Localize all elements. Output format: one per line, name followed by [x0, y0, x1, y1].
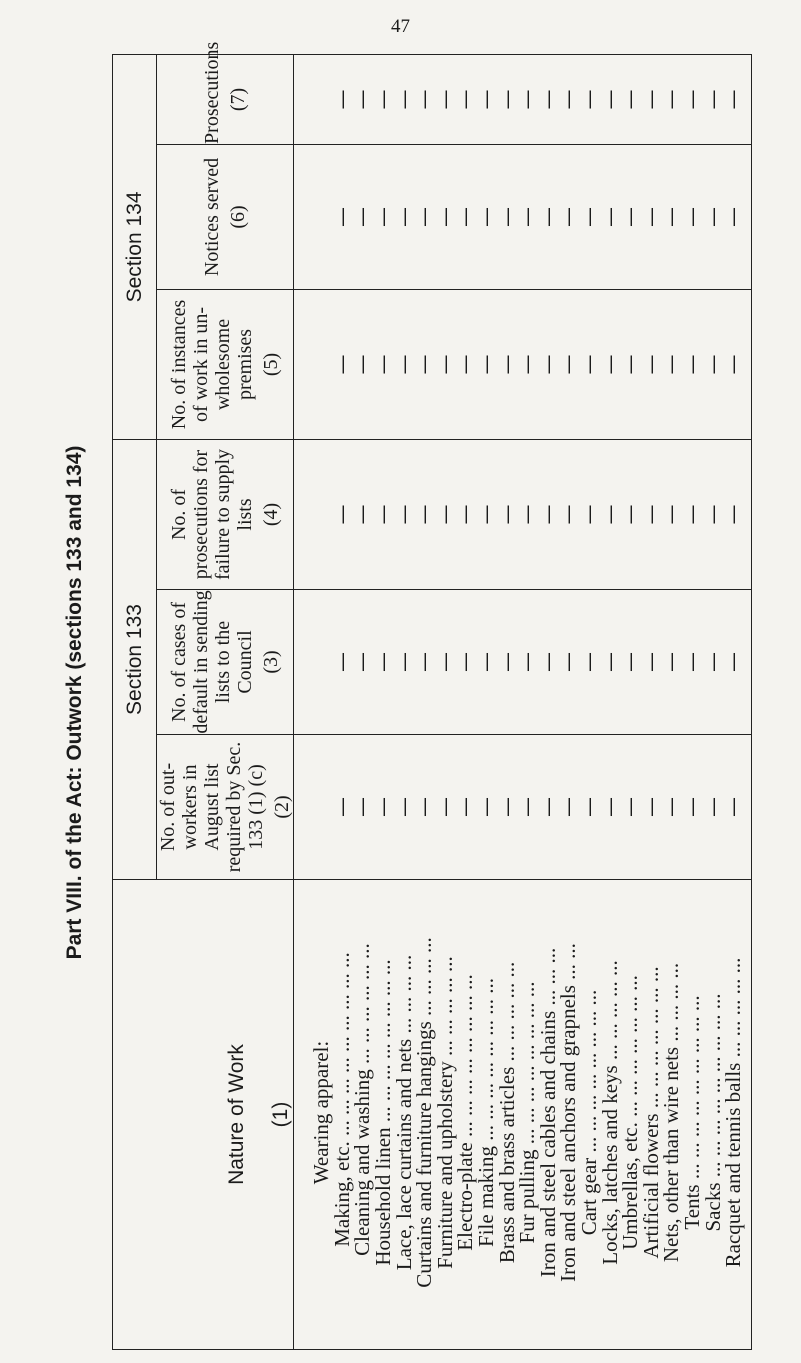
value-cell: [311, 290, 332, 439]
value-cell: —: [412, 354, 437, 375]
value-cell: —: [453, 652, 478, 672]
value-cell: —: [432, 797, 457, 817]
value-cell: —: [412, 652, 437, 672]
value-cell: —: [597, 504, 622, 525]
value-cell: —: [391, 206, 416, 227]
work-row-label: Iron and steel cables and chains ... ... ...: [535, 947, 560, 1278]
work-row-label: Racquet and tennis balls ... ... ... ... ...: [721, 957, 746, 1268]
value-cell: —: [638, 797, 663, 817]
value-cell: —: [679, 206, 704, 227]
col-outworkers-values: [294, 735, 752, 880]
value-cell: —: [597, 354, 622, 375]
value-cell: —: [515, 504, 540, 525]
value-cell: —: [721, 89, 746, 110]
value-cell: —: [515, 652, 540, 672]
value-cell: —: [515, 206, 540, 227]
value-cell: —: [721, 504, 746, 525]
col-prosecutions-lists-header: No. of prosecutions for failure to supply lists (4): [157, 439, 294, 589]
value-cell: —: [659, 89, 684, 110]
value-cell: —: [453, 89, 478, 110]
value-cell: —: [350, 797, 375, 817]
value-cell: —: [494, 206, 519, 227]
value-cell: —: [515, 354, 540, 375]
rotated-table-page: [52, 41, 752, 1350]
value-cell: —: [329, 354, 354, 375]
value-cell: —: [679, 797, 704, 817]
value-cell: —: [597, 652, 622, 672]
value-cell: —: [576, 89, 601, 110]
col-default-cases-values: [294, 590, 752, 735]
work-row-label: Sacks ... ... ... ... ... ... ... ... ...: [700, 993, 725, 1232]
work-row-label: Tents ... ... ... ... ... ... ... ... ...: [679, 995, 704, 1230]
value-cell: —: [556, 206, 581, 227]
value-cell: —: [515, 89, 540, 110]
value-cell: —: [618, 797, 643, 817]
value-cell: —: [700, 652, 725, 672]
value-cell: —: [391, 354, 416, 375]
value-cell: —: [412, 89, 437, 110]
value-cell: —: [576, 504, 601, 525]
outwork-table: [112, 41, 752, 1350]
work-row-label: Cleaning and washing ... ... ... ... ... ...: [350, 943, 375, 1256]
value-cell: —: [618, 206, 643, 227]
col-default-cases-header: No. of cases of default in sending lists to the Council (3): [157, 590, 294, 735]
col-notices-header: Notices served (6): [157, 144, 294, 289]
nature-of-work-header: [113, 880, 294, 1350]
value-cell: —: [597, 206, 622, 227]
value-cell: —: [474, 797, 499, 817]
col-prosecutions-values: [294, 54, 752, 144]
work-row-label: Curtains and furniture hangings ... ... ... ...: [412, 937, 437, 1288]
value-cell: —: [659, 652, 684, 672]
value-cell: —: [432, 206, 457, 227]
work-row-label: Locks, latches and keys ... ... ... ... ...: [597, 960, 622, 1265]
value-cell: —: [721, 652, 746, 672]
col-prosecutions-lists-values: [294, 439, 752, 589]
value-cell: —: [350, 354, 375, 375]
work-row-label: Cart gear ... ... ... ... ... ... ... ...: [576, 989, 601, 1236]
col-outworkers-header: No. of out-workers in August list required by Sec. 133 (1) (c) (2): [157, 735, 294, 880]
value-cell: —: [453, 504, 478, 525]
work-row-label: Artificial flowers ... ... ... ... ... ... ...: [638, 966, 663, 1259]
value-cell: —: [474, 89, 499, 110]
value-cell: —: [679, 354, 704, 375]
value-cell: —: [453, 354, 478, 375]
value-cell: —: [576, 652, 601, 672]
value-cell: —: [371, 652, 396, 672]
value-cell: —: [535, 89, 560, 110]
col-unwholesome-header: No. of instances of work in un-wholesome premises (5): [157, 289, 294, 439]
value-cell: —: [700, 206, 725, 227]
value-cell: —: [659, 797, 684, 817]
page-number: 47: [391, 16, 410, 37]
value-cell: —: [391, 797, 416, 817]
value-cell: —: [618, 354, 643, 375]
value-cell: —: [329, 206, 354, 227]
value-cell: —: [391, 652, 416, 672]
value-cell: —: [721, 206, 746, 227]
value-cell: —: [638, 652, 663, 672]
value-cell: —: [638, 89, 663, 110]
value-cell: —: [329, 504, 354, 525]
value-cell: —: [700, 89, 725, 110]
section-133-header: Section 133: [113, 439, 157, 879]
work-row-label: Lace, lace curtains and nets ... ... ... ...: [391, 954, 416, 1271]
value-cell: —: [474, 504, 499, 525]
work-row-label: Umbrellas, etc. ... ... ... ... ... ... ...: [618, 975, 643, 1250]
work-row-label: Making, etc. ... ... ... ... ... ... ... ... ...: [329, 952, 354, 1247]
value-cell: —: [679, 504, 704, 525]
value-cell: —: [638, 504, 663, 525]
col-notices-values: [294, 144, 752, 289]
work-row-label: Fur pulling ... ... ... ... ... ... ... ...: [515, 981, 540, 1244]
col-prosecutions-header: Prosecutions (7): [157, 54, 294, 144]
work-row-label: File making ... ... ... ... ... ... ... ...: [474, 978, 499, 1247]
value-cell: —: [494, 89, 519, 110]
value-cell: —: [679, 89, 704, 110]
value-cell: —: [700, 504, 725, 525]
value-cell: —: [432, 354, 457, 375]
value-cell: —: [350, 652, 375, 672]
value-cell: —: [659, 354, 684, 375]
value-cell: —: [474, 652, 499, 672]
value-cell: —: [535, 652, 560, 672]
value-cell: —: [432, 504, 457, 525]
value-cell: —: [535, 797, 560, 817]
value-cell: —: [391, 504, 416, 525]
value-cell: —: [371, 797, 396, 817]
value-cell: —: [515, 797, 540, 817]
value-cell: —: [329, 797, 354, 817]
value-cell: —: [453, 206, 478, 227]
value-cell: —: [412, 504, 437, 525]
value-cell: —: [535, 354, 560, 375]
value-cell: —: [412, 797, 437, 817]
value-cell: —: [721, 797, 746, 817]
value-cell: —: [329, 652, 354, 672]
work-row-label: Household linen ... ... ... ... ... ... ... ...: [371, 959, 396, 1266]
value-cell: —: [556, 797, 581, 817]
value-cell: —: [350, 206, 375, 227]
value-cell: —: [535, 206, 560, 227]
value-cell: —: [659, 504, 684, 525]
value-cell: —: [700, 354, 725, 375]
work-row-label: Brass and brass articles ... ... ... ... ...: [494, 961, 519, 1264]
value-cell: —: [618, 89, 643, 110]
value-cell: [311, 145, 332, 289]
table-body-row: [294, 54, 752, 1349]
section-header-row: [113, 54, 157, 1349]
value-cell: —: [371, 206, 396, 227]
value-cell: —: [556, 652, 581, 672]
nature-of-work-title: Nature of Work: [225, 1044, 248, 1185]
column-number: (1): [269, 1101, 292, 1128]
value-cell: —: [474, 206, 499, 227]
work-row-label: Electro-plate ... ... ... ... ... ... ... ...: [453, 974, 478, 1251]
value-cell: —: [371, 354, 396, 375]
work-row-label: Iron and steel anchors and grapnels ... ...: [556, 943, 581, 1282]
value-cell: —: [556, 89, 581, 110]
value-cell: —: [556, 354, 581, 375]
work-row-label: Furniture and upholstery ... ... ... ... ...: [432, 956, 457, 1269]
value-cell: [311, 590, 332, 734]
value-cell: —: [576, 206, 601, 227]
part-title: Part VIII. of the Act: Outwork (sections 133 and 134): [63, 445, 86, 960]
value-cell: —: [371, 89, 396, 110]
value-cell: —: [494, 504, 519, 525]
value-cell: —: [700, 797, 725, 817]
value-cell: —: [391, 89, 416, 110]
value-cell: —: [453, 797, 478, 817]
value-cell: —: [679, 652, 704, 672]
value-cell: —: [432, 89, 457, 110]
value-cell: [311, 440, 332, 589]
value-cell: —: [659, 206, 684, 227]
col-unwholesome-values: [294, 289, 752, 439]
value-cell: —: [618, 652, 643, 672]
value-cell: —: [576, 354, 601, 375]
value-cell: —: [474, 354, 499, 375]
value-cell: —: [494, 652, 519, 672]
value-cell: —: [350, 504, 375, 525]
value-cell: [311, 55, 332, 144]
value-cell: —: [412, 206, 437, 227]
value-cell: —: [329, 89, 354, 110]
value-cell: —: [432, 652, 457, 672]
value-cell: —: [350, 89, 375, 110]
value-cell: —: [721, 354, 746, 375]
value-cell: —: [535, 504, 560, 525]
value-cell: —: [556, 504, 581, 525]
value-cell: —: [638, 206, 663, 227]
value-cell: —: [618, 504, 643, 525]
value-cell: —: [638, 354, 663, 375]
section-134-header: Section 134: [113, 54, 157, 439]
work-row-label: Nets, other than wire nets ... ... ... ...: [659, 962, 684, 1263]
value-cell: —: [597, 89, 622, 110]
value-cell: —: [371, 504, 396, 525]
value-cell: —: [494, 797, 519, 817]
value-cell: —: [494, 354, 519, 375]
nature-of-work-list: [294, 880, 752, 1350]
value-cell: —: [597, 797, 622, 817]
value-cell: —: [576, 797, 601, 817]
value-cell: [311, 735, 332, 879]
work-row-label: Wearing apparel:: [309, 1040, 334, 1185]
